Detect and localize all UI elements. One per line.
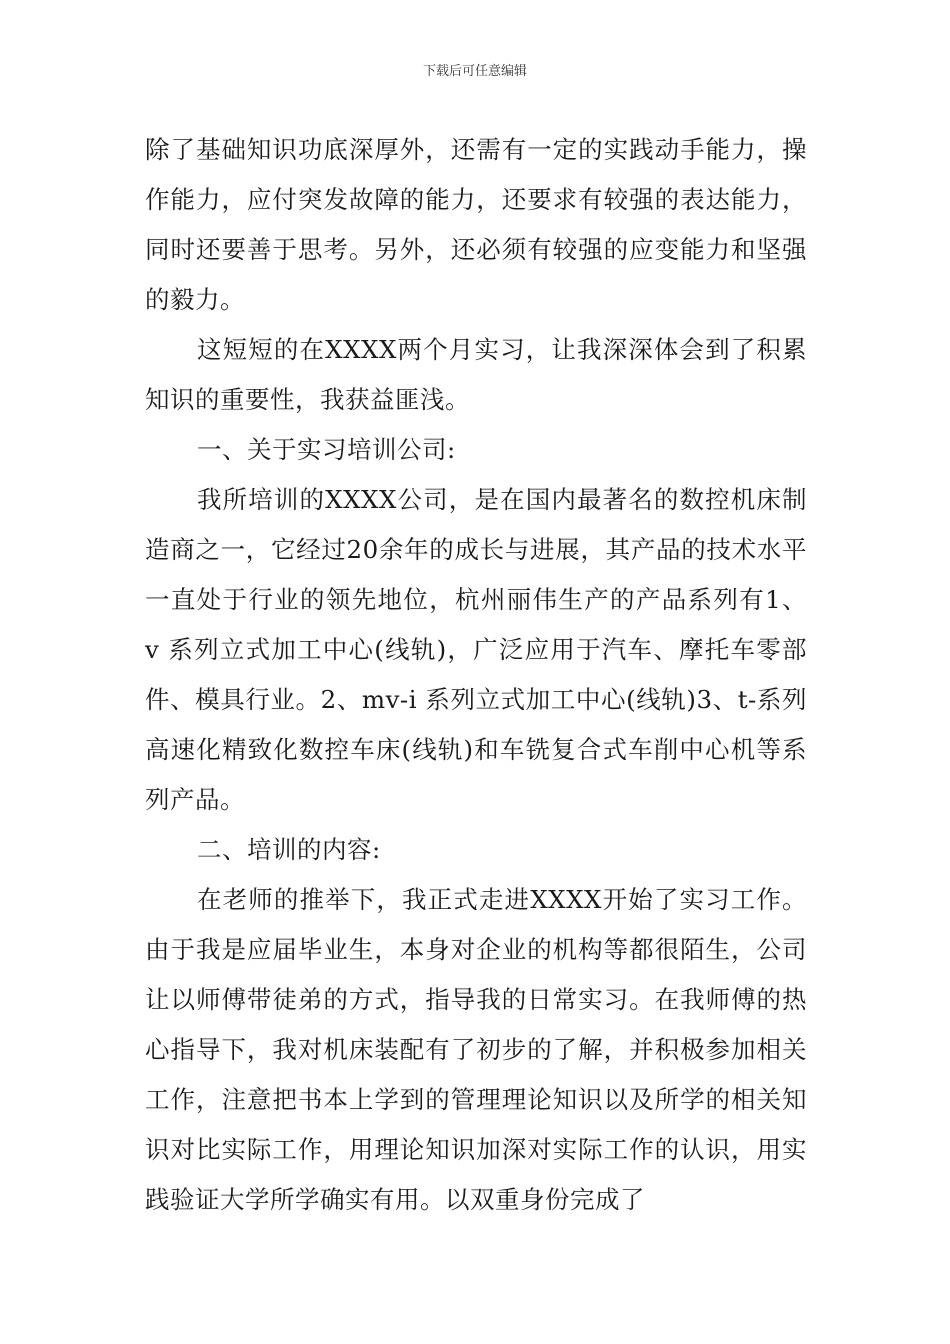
paragraph-abilities: 除了基础知识功底深厚外，还需有一定的实践动手能力，操作能力，应付突发故障的能力，还要求有较强的表达能力，同时还要善于思考。另外，还必须有较强的应变能力和坚强的毅力。 <box>145 135 807 314</box>
document-body <box>145 125 807 1225</box>
section-heading-company: 一、关于实习培训公司: <box>197 435 456 464</box>
page-header: 下载后可任意编辑 <box>422 64 527 79</box>
paragraph-company-intro: 我所培训的XXXX公司，是在国内最著名的数控机床制造商之一，它经过20余年的成长与进展，其产品的技术水平一直处于行业的领先地位，杭州丽伟生产的产品系列有1、 v 系列立式加工中心(线轨)，广泛应用于汽车、摩托车零部件、模具行业。2、mv-i 系列立式加工中心(线轨)3、t-系列高速化精致化数控车床(线轨)和车铣复合式车削中心机等系列产品。 <box>145 485 807 814</box>
paragraph-internship-summary: 这短短的在XXXX两个月实习，让我深深体会到了积累知识的重要性，我获益匪浅。 <box>145 335 807 414</box>
paragraph-training-details: 在老师的推举下，我正式走进XXXX开始了实习工作。由于我是应届毕业生，本身对企业的机构等都很陌生，公司让以师傅带徒弟的方式，指导我的日常实习。在我师傅的热心指导下，我对机床装配有了初步的了解，并积极参加相关工作，注意把书本上学到的管理理论知识以及所学的相关知识对比实际工作，用理论知识加深对实际工作的认识，用实践验证大学所学确实有用。以双重身份完成了 <box>145 885 807 1214</box>
section-heading-training-content: 二、培训的内容: <box>197 835 381 864</box>
